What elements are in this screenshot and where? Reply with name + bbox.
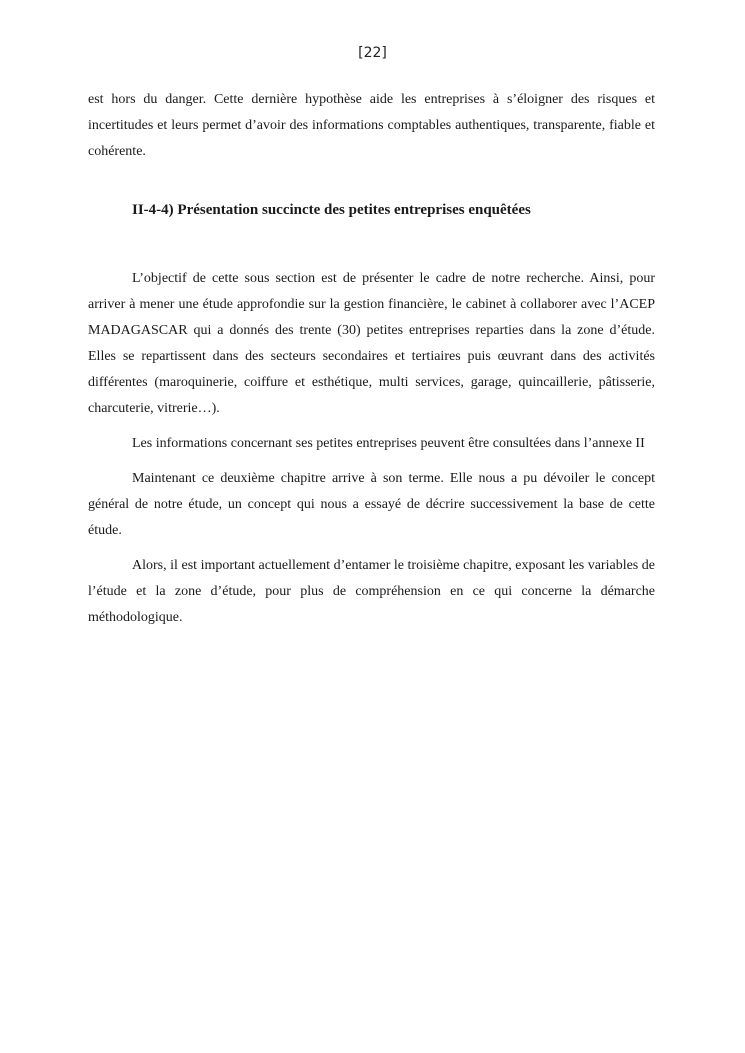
section-heading: II-4-4) Présentation succincte des petites entreprises enquêtées — [132, 202, 531, 218]
paragraph-chapter-conclusion: Maintenant ce deuxième chapitre arrive à son terme. Elle nous a pu dévoiler le concept général de notre étude, un concept qui nous a essayé de décrire successivement la base de cette étude. — [88, 471, 655, 538]
paragraph-objective: L’objectif de cette sous section est de présenter le cadre de notre recherche. Ainsi, pour arriver à mener une étude approfondie sur la gestion financière, le cabinet à collaborer avec l’ACEP MADAGASCAR qui a donnés des trente (30) petites entreprises reparties dans la zone d’étude. Elles se repartissent dans des secteurs secondaires et tertiaires puis œuvrant dans des activités différentes (maroquinerie, coiffure et esthétique, multi services, garage, quincaillerie, pâtisserie, charcuterie, vitrerie…). — [88, 271, 655, 416]
page-number: [22] — [358, 45, 387, 61]
paragraph-continuation: est hors du danger. Cette dernière hypothèse aide les entreprises à s’éloigner des risques et incertitudes et leurs permet d’avoir des informations comptables authentiques, transparente, fiable et cohérente. — [88, 92, 655, 159]
paragraph-annex-reference: Les informations concernant ses petites entreprises peuvent être consultées dans l’annexe II — [132, 436, 645, 451]
paragraph-next-chapter: Alors, il est important actuellement d’entamer le troisième chapitre, exposant les variables de l’étude et la zone d’étude, pour plus de compréhension en ce qui concerne la démarche méthodologique. — [88, 558, 655, 625]
page-body — [88, 87, 655, 631]
